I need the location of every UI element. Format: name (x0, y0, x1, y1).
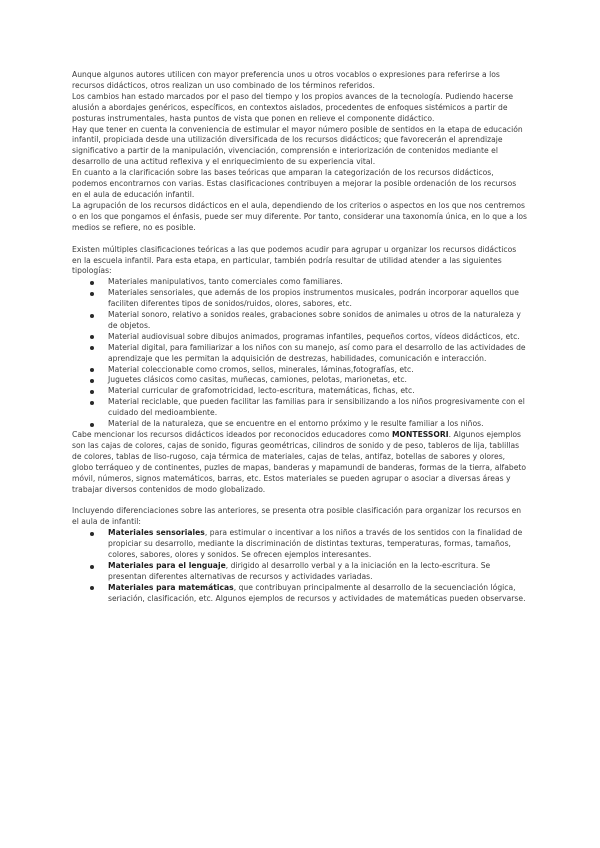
list-item (72, 583, 528, 605)
list-item-term: Materiales para matemáticas (108, 582, 234, 592)
typologies-list (72, 277, 528, 430)
list-item: Materiales manipulativos, tanto comerciales como familiares. (72, 277, 528, 288)
list-item: Material sonoro, relativo a sonidos reales, grabaciones sobre sonidos de animales u otros de la naturaleza y de objetos. (72, 310, 528, 332)
montessori-paragraph (72, 430, 528, 495)
paragraph-spacer (72, 234, 528, 245)
list-item-term: Materiales para el lenguaje (108, 560, 226, 570)
montessori-text-before: Cabe mencionar los recursos didácticos ideados por reconocidos educadores como (72, 430, 392, 439)
montessori-name: MONTESSORI (391, 430, 449, 439)
montessori-text-after: . Algunos ejemplos son las cajas de colores, cajas de sonido, figuras geométricas, cilindros de sonido y de peso, tableros de lija, tablillas de colores, tablas de liso-rugoso, caja térmica de materiales, cajas de telas, antifaz, botellas de sabores y olores, globo terráqueo y de continentes, puzles de mapas, banderas y mapamundi de banderas, formas de la tierra, alfabeto móvil, números, signos matemáticos, barras, etc. Estos materiales se pueden agrupar o asociar a diversas áreas y trabajar diversos contenidos de modo globalizado. (72, 430, 527, 494)
list-item: Juguetes clásicos como casitas, muñecas, camiones, pelotas, marionetas, etc. (72, 375, 528, 386)
intro-paragraph: Los cambios han estado marcados por el paso del tiempo y los propios avances de la tecnología. Pudiendo hacerse alusión a abordajes genéricos, específicos, en contextos aislados, procedentes de enfoques sistémicos a partir de posturas instrumentales, hasta puntos de vista que ponen en relieve el componente didáctico. (72, 91, 514, 123)
list-item: Material audiovisual sobre dibujos animados, programas infantiles, pequeños cortos, vídeos didácticos, etc. (72, 332, 528, 343)
list-item (72, 528, 528, 561)
list-item-text: , para estimular o incentivar a los niños a través de los sentidos con la finalidad de propiciar su desarrollo, mediante la discriminación de distintas texturas, temperaturas, formas, tamaños, colores, sabores, olores y sonidos. Se ofrecen ejemplos interesantes. (108, 528, 523, 560)
intro-paragraph: Aunque algunos autores utilicen con mayor preferencia unos u otros vocablos o expresiones para referirse a los recursos didácticos, otros realizan un uso combinado de los términos referidos. (72, 70, 500, 90)
list-item-text: , que contribuyan principalmente al desarrollo de la secuenciación lógica, seriación, clasificación, etc. Algunos ejemplos de recursos y actividades de matemáticas pueden observarse. (108, 582, 526, 603)
list-item: Material digital, para familiarizar a los niños con su manejo, así como para el desarrollo de las actividades de aprendizaje que les permitan la adquisición de destrezas, habilidades, comunicación e interacción. (72, 343, 528, 365)
intro-paragraph: La agrupación de los recursos didácticos en el aula, dependiendo de los criterios o aspectos en los que nos centremos o en los que pongamos el énfasis, puede ser muy diferente. Por tanto, considerar una taxonomía única, en lo que a los medios se refiere, no es posible. (72, 200, 527, 232)
intro-paragraph: Hay que tener en cuenta la conveniencia de estimular el mayor número posible de sentidos en la etapa de educación infantil, propiciada desde una utilización diversificada de los recursos didácticos; que favorecerán el aprendizaje significativo a partir de la manipulación, vivenciación, comprensión e interiorización de contenidos mediante el desarrollo de una actitud reflexiva y el enriquecimiento de su experiencia vital. (72, 124, 523, 167)
paragraph-spacer (72, 495, 528, 506)
classifications-intro: Existen múltiples clasificaciones teóricas a las que podemos acudir para agrupar u organizar los recursos didácticos en la escuela infantil. Para esta etapa, en particular, también podría resultar de utilidad atender a las siguientes tipologías: (72, 244, 517, 276)
other-classification-list (72, 528, 528, 604)
intro-paragraph: En cuanto a la clarificación sobre las bases teóricas que amparan la categorización de los recursos didácticos, podemos encontrarnos con varias. Estas clasificaciones contribuyen a mejorar la posible ordenación de los recursos en el aula de educación infantil. (72, 168, 517, 199)
list-item: Material de la naturaleza, que se encuentre en el entorno próximo y le resulte familiar a los niños. (72, 419, 528, 430)
list-item (72, 561, 528, 583)
list-item: Materiales sensoriales, que además de los propios instrumentos musicales, podrán incorporar aquellos que faciliten diferentes tipos de sonidos/ruidos, olores, sabores, etc. (72, 288, 528, 310)
list-item: Material reciclable, que pueden facilitar las familias para ir sensibilizando a los niños progresivamente con el cuidado del medioambiente. (72, 397, 528, 419)
list-item-text: , dirigido al desarrollo verbal y a la iniciación en la lecto-escritura. Se presentan diferentes alternativas de recursos y actividades variadas. (108, 560, 491, 581)
list-item-term: Materiales sensoriales (108, 528, 205, 538)
list-item: Material curricular de grafomotricidad, lecto-escritura, matemáticas, fichas, etc. (72, 386, 528, 397)
list-item: Material coleccionable como cromos, sellos, minerales, láminas,fotografías, etc. (72, 365, 528, 376)
document-body (72, 70, 528, 605)
other-classification-intro: Incluyendo diferenciaciones sobre las anteriores, se presenta otra posible clasificación para organizar los recursos en el aula de infantil: (72, 506, 522, 527)
